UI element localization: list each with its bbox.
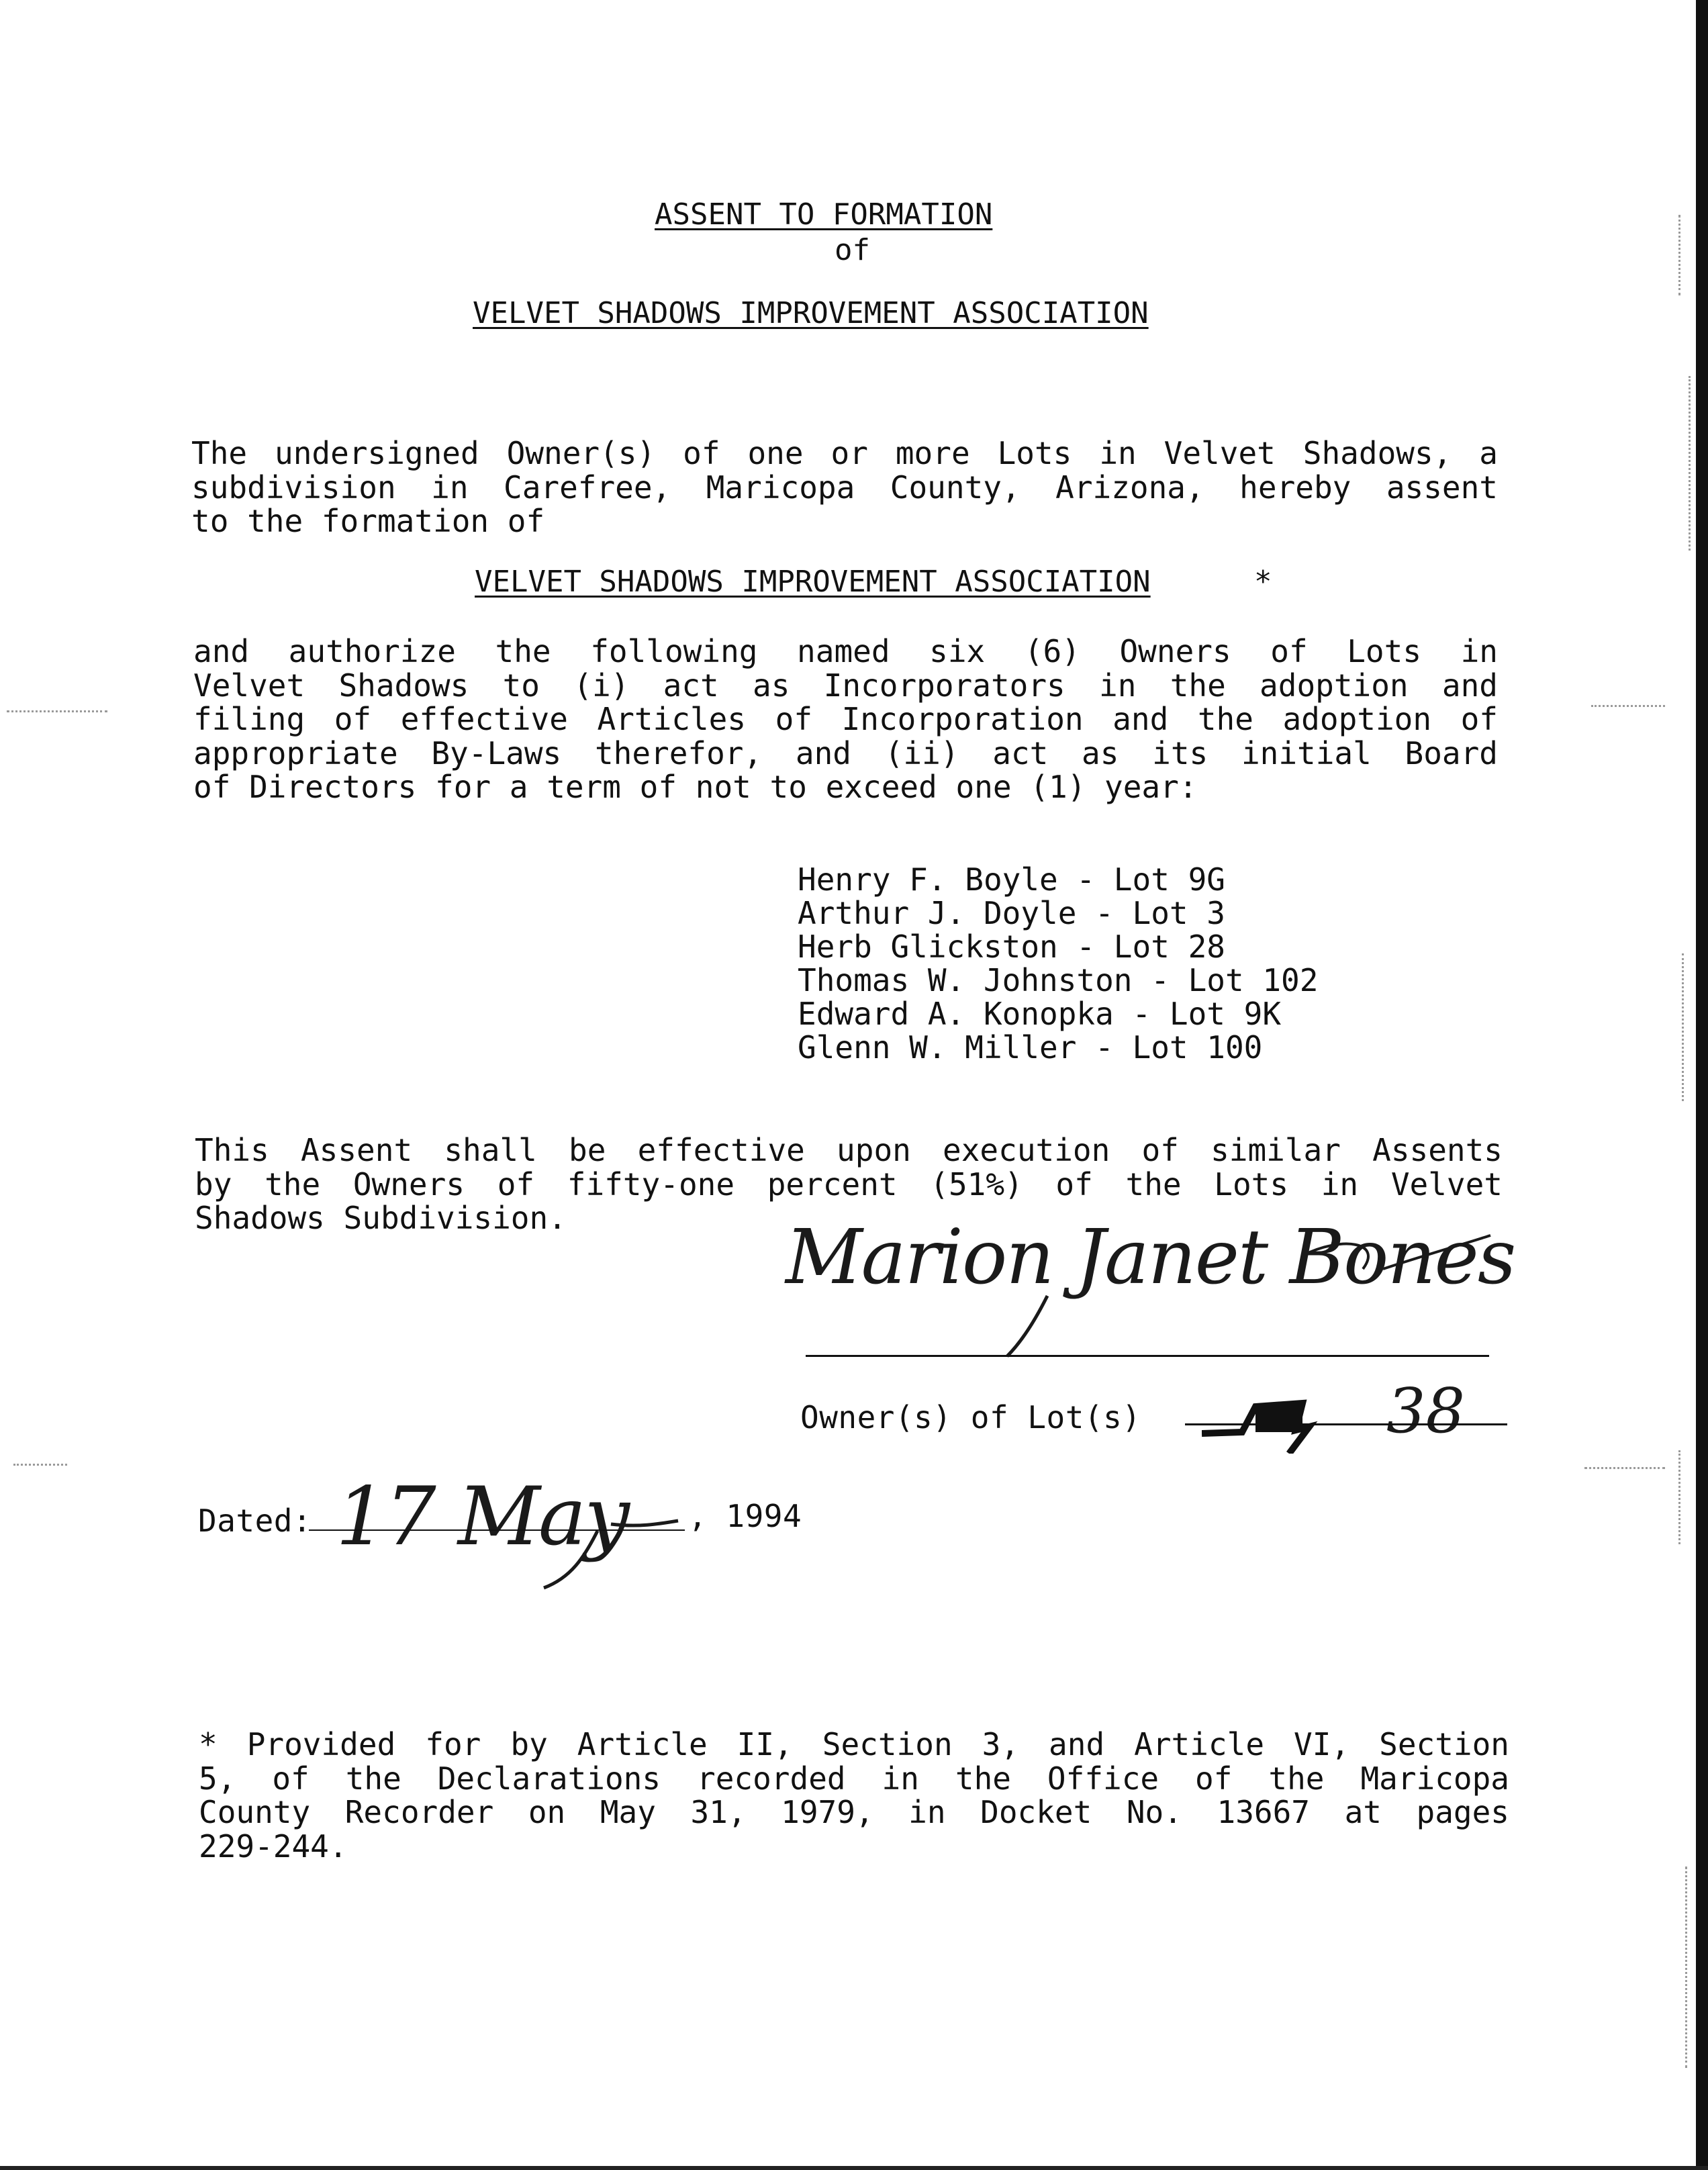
date-line	[309, 1529, 685, 1531]
footnote-line: 5, of the Declarations recorded in the Office of the Maricopa	[199, 1760, 1509, 1797]
association-title: VELVET SHADOWS IMPROVEMENT ASSOCIATION	[473, 296, 1149, 330]
scan-speckle	[1584, 1467, 1665, 1469]
authorize-line: appropriate By-Laws therefor, and (ii) act as its initial Board	[193, 735, 1498, 771]
footnote-marker: *	[1254, 565, 1272, 599]
incorporator-item: Arthur J. Doyle - Lot 3	[798, 895, 1225, 931]
authorize-paragraph	[193, 634, 1498, 804]
footnote-paragraph	[199, 1728, 1509, 1863]
authorize-line: of Directors for a term of not to exceed one (1) year:	[193, 769, 1198, 805]
lot-line	[1185, 1423, 1507, 1425]
incorporator-item: Thomas W. Johnston - Lot 102	[798, 962, 1319, 998]
footnote-line: 229-244.	[199, 1828, 348, 1865]
document-title: ASSENT TO FORMATION	[655, 197, 993, 232]
authorize-line: Velvet Shadows to (i) act as Incorporators in the adoption and	[193, 667, 1498, 704]
footnote-line: * Provided for by Article II, Section 3, and Article VI, Section	[199, 1726, 1509, 1762]
scan-speckle	[1682, 953, 1693, 1101]
effective-line: by the Owners of fifty-one percent (51%) of the Lots in Velvet	[195, 1166, 1503, 1202]
scan-speckle	[7, 710, 107, 712]
signature-strokes	[792, 1229, 1504, 1363]
scan-speckle	[1678, 1450, 1690, 1544]
intro-line: The undersigned Owner(s) of one or more Lots in Velvet Shadows, a	[191, 435, 1498, 471]
incorporators-list	[798, 863, 1318, 1064]
date-strokes	[530, 1504, 692, 1591]
scan-speckle	[1591, 705, 1665, 707]
effective-line: This Assent shall be effective upon execution of similar Assents	[195, 1132, 1503, 1168]
scan-edge-bottom	[0, 2166, 1708, 2170]
dated-year: , 1994	[688, 1498, 802, 1534]
authorize-line: filing of effective Articles of Incorporation and the adoption of	[193, 701, 1498, 737]
dated-label: Dated:	[198, 1503, 312, 1539]
incorporator-item: Glenn W. Miller - Lot 100	[798, 1029, 1263, 1066]
scan-speckle	[1689, 376, 1700, 551]
association-heading: VELVET SHADOWS IMPROVEMENT ASSOCIATION	[475, 565, 1151, 599]
authorize-line: and authorize the following named six (6) Owners of Lots in	[193, 633, 1498, 669]
intro-line: to the formation of	[191, 503, 545, 539]
scan-edge-right	[1696, 0, 1708, 2170]
effective-line: Shadows Subdivision.	[195, 1200, 567, 1236]
title-of: of	[835, 233, 870, 267]
incorporator-item: Edward A. Konopka - Lot 9K	[798, 996, 1282, 1032]
scan-speckle	[13, 1464, 67, 1466]
handwritten-signature: Marion Janet Bones	[786, 1214, 1515, 1301]
incorporator-item: Henry F. Boyle - Lot 9G	[798, 861, 1225, 898]
scan-speckle	[1678, 215, 1690, 295]
intro-paragraph	[191, 436, 1498, 538]
signature-line	[806, 1355, 1489, 1357]
handwritten-lot-number: 38	[1386, 1375, 1466, 1447]
intro-line: subdivision in Carefree, Maricopa County, Arizona, hereby assent	[191, 469, 1498, 506]
footnote-line: County Recorder on May 31, 1979, in Docket No. 13667 at pages	[199, 1794, 1509, 1830]
incorporator-item: Herb Glickston - Lot 28	[798, 929, 1225, 965]
scan-speckle	[1685, 1867, 1697, 2068]
handwritten-date: 17 May	[336, 1470, 628, 1564]
owner-lots-label: Owner(s) of Lot(s)	[800, 1399, 1141, 1435]
